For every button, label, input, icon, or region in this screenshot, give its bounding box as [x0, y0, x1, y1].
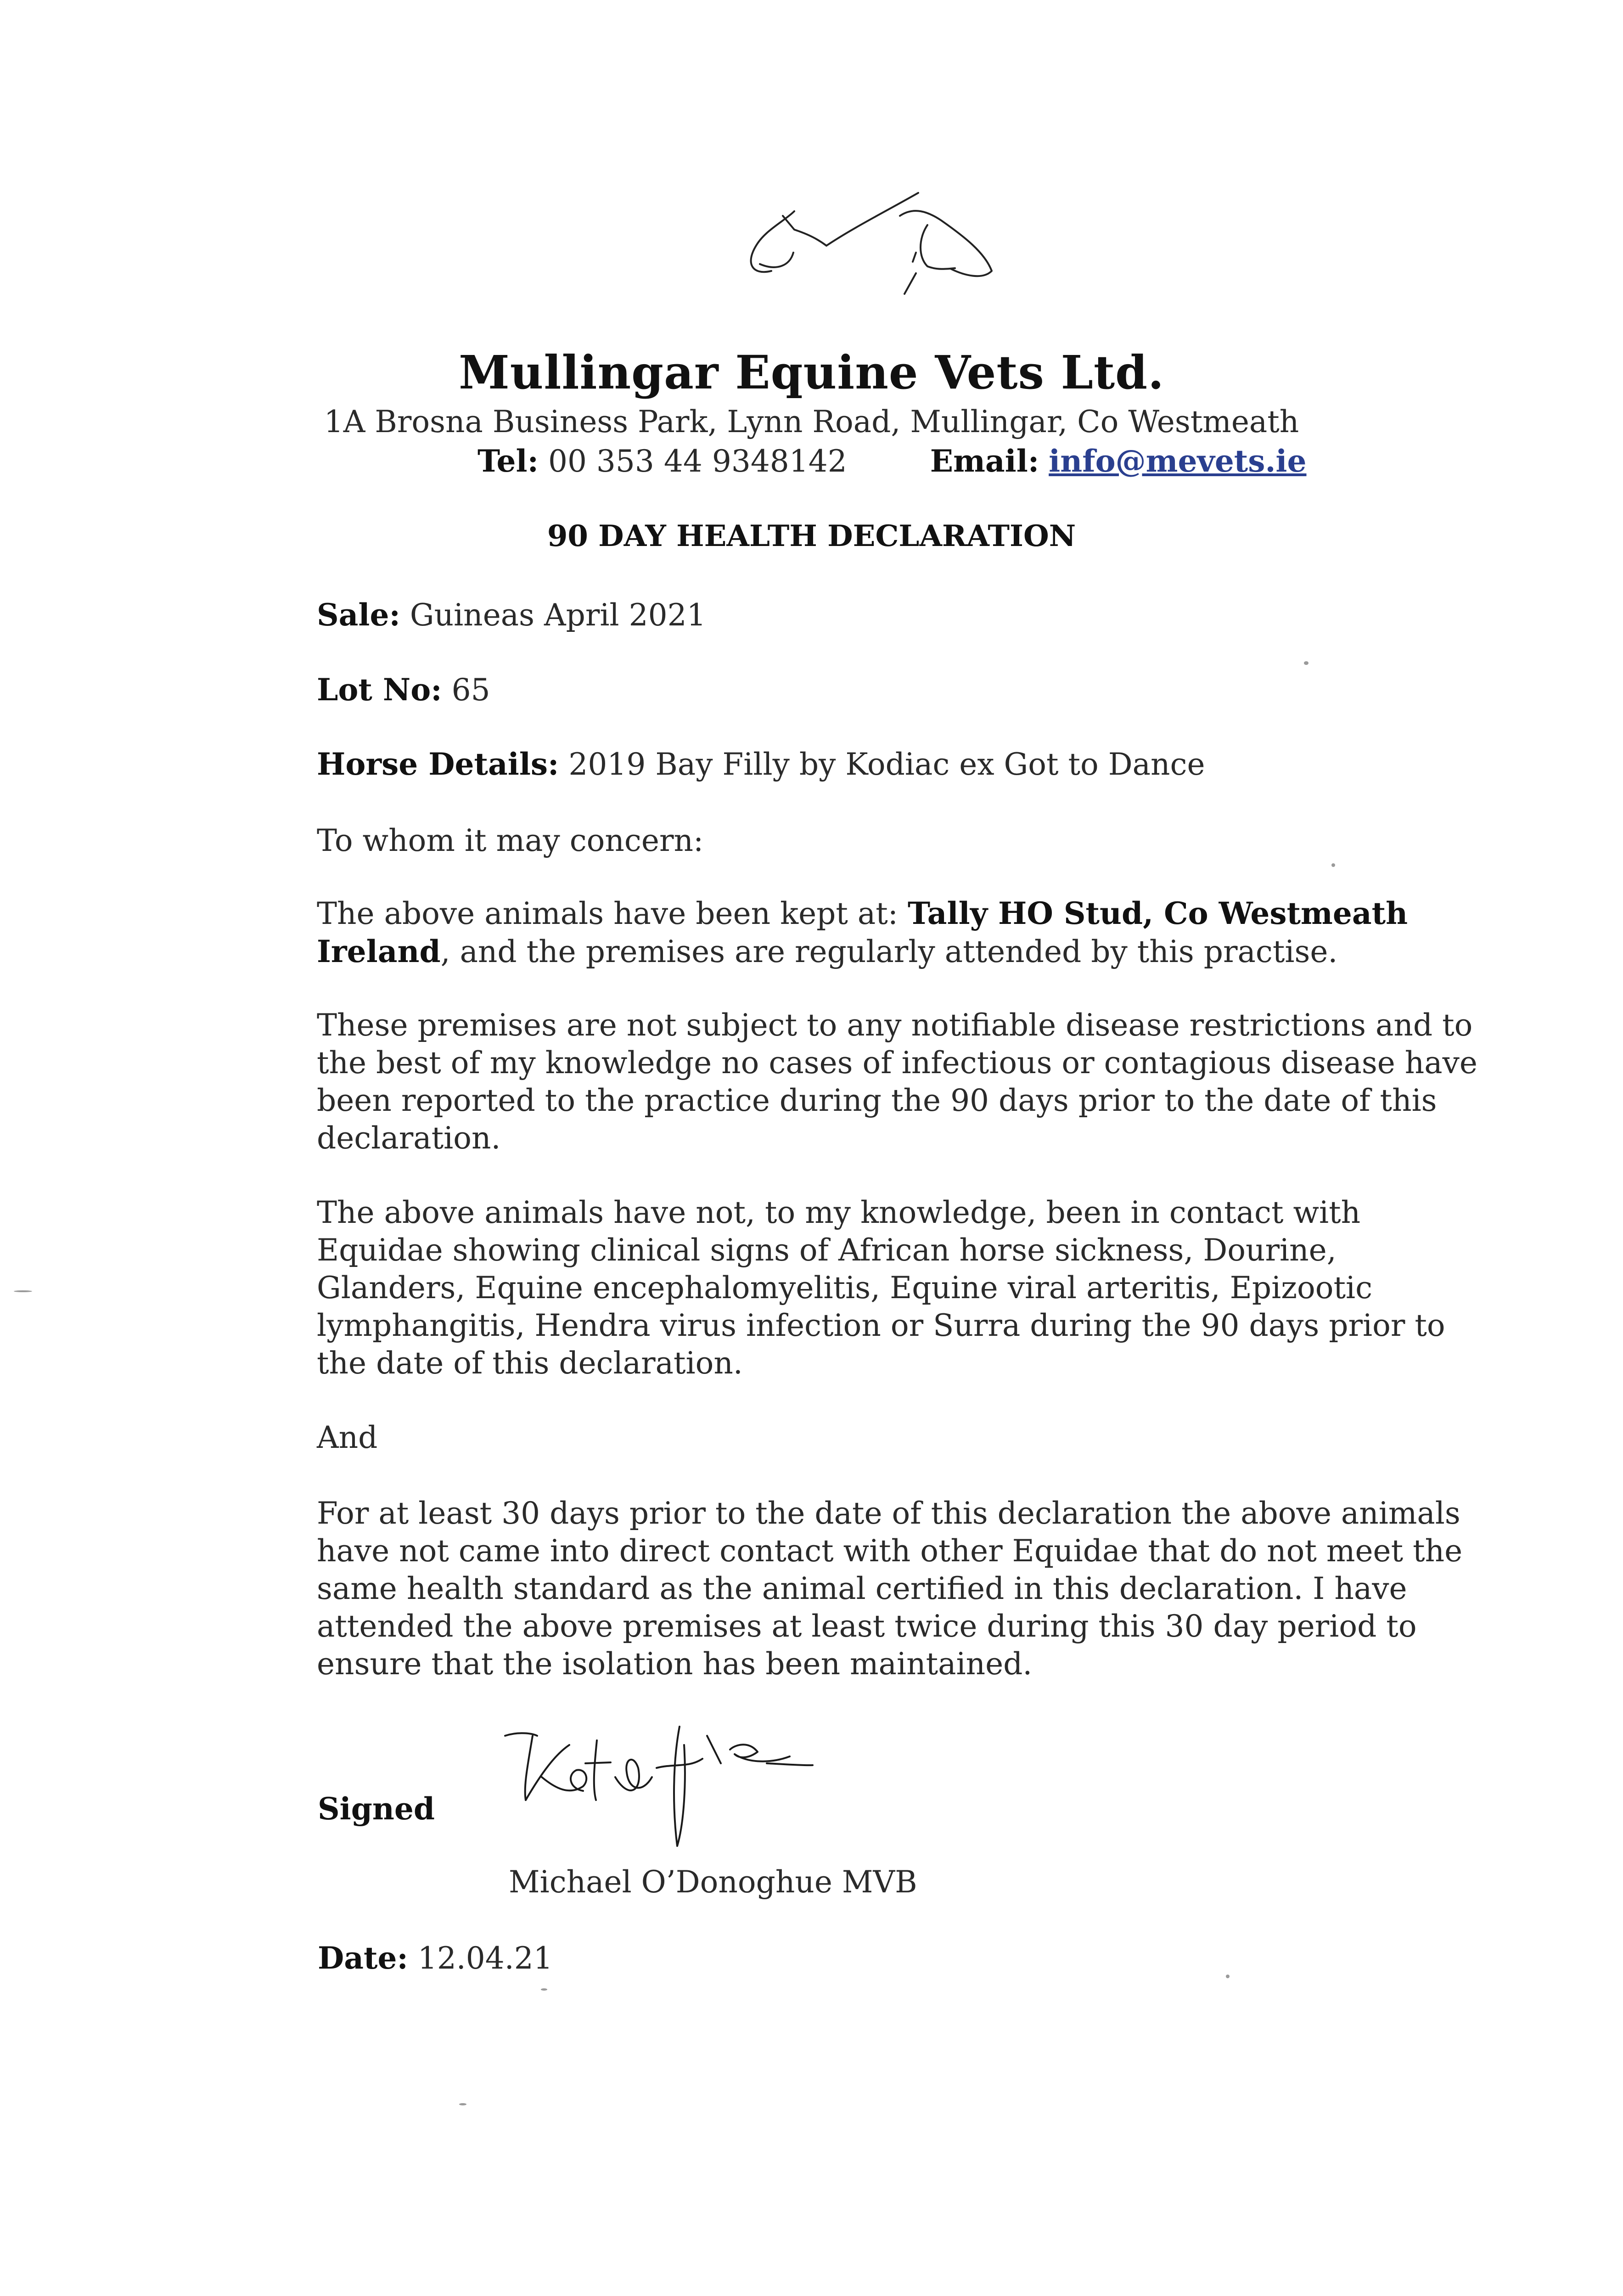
premises-end: , and the premises are regularly attended by this practise. [440, 934, 1338, 969]
scan-speck [459, 2103, 466, 2105]
horse-details-field [317, 746, 1205, 782]
horse-heads-logo [735, 184, 1038, 308]
scan-speck [1331, 863, 1335, 867]
and-text: And [317, 1420, 378, 1455]
horse-details-label: Horse Details: [317, 746, 559, 782]
paragraph-restrictions: These premises are not subject to any notifiable disease restrictions and to the best of my knowledge no cases of infectious or contagious disease have been reported to the practice during the 90 days prior to the date of this declaration. [317, 1007, 1477, 1156]
lot-label: Lot No: [317, 672, 442, 708]
paragraph-premises [317, 895, 1483, 971]
company-address: 1A Brosna Business Park, Lynn Road, Mullingar, Co Westmeath [324, 404, 1299, 439]
company-name: Mullingar Equine Vets Ltd. [459, 345, 1164, 400]
sale-field [317, 597, 706, 633]
paragraph-isolation: For at least 30 days prior to the date of this declaration the above animals have not came into direct contact with other Equidae that do not meet the same health standard as the animal certified in this declaration. I have attended the above premises at least twice during this 30 day period to ensure that the isolation has been maintained. [317, 1496, 1463, 1682]
scan-speck [1304, 661, 1309, 665]
paragraph-diseases: The above animals have not, to my knowledge, been in contact with Equidae showing clinical signs of African horse sickness, Dourine, Glanders, Equine encephalomyelitis, Equine viral arteritis, Epizootic lymphangitis, Hendra virus infection or Surra during the 90 days prior to the date of this declaration. [317, 1195, 1445, 1381]
sale-label: Sale: [317, 597, 400, 633]
handwritten-signature [491, 1708, 840, 1860]
lot-value: 65 [451, 672, 490, 708]
email-link[interactable]: info@mevets.ie [1049, 443, 1307, 479]
salutation: To whom it may concern: [317, 823, 704, 858]
premises-location: Tally HO Stud, Co Westmeath Ireland [317, 895, 1408, 969]
lot-field [317, 672, 490, 708]
email-label: Email: [930, 443, 1039, 479]
contact-line [477, 443, 1307, 479]
tel-label: Tel: [477, 443, 539, 479]
sale-value: Guineas April 2021 [410, 597, 706, 633]
scan-speck [1226, 1975, 1230, 1978]
scan-speck [14, 1290, 32, 1292]
date-label: Date: [318, 1940, 408, 1976]
date-value: 12.04.21 [417, 1941, 553, 1976]
horse-details-value: 2019 Bay Filly by Kodiac ex Got to Dance [568, 747, 1205, 782]
signer-name: Michael O’Donoghue MVB [509, 1864, 917, 1900]
document-title: 90 DAY HEALTH DECLARATION [547, 519, 1076, 553]
tel-value: 00 353 44 9348142 [548, 444, 847, 479]
premises-intro: The above animals have been kept at: [317, 896, 908, 931]
scan-speck [541, 1988, 547, 1991]
signed-label: Signed [318, 1791, 435, 1827]
date-field [318, 1940, 553, 1976]
